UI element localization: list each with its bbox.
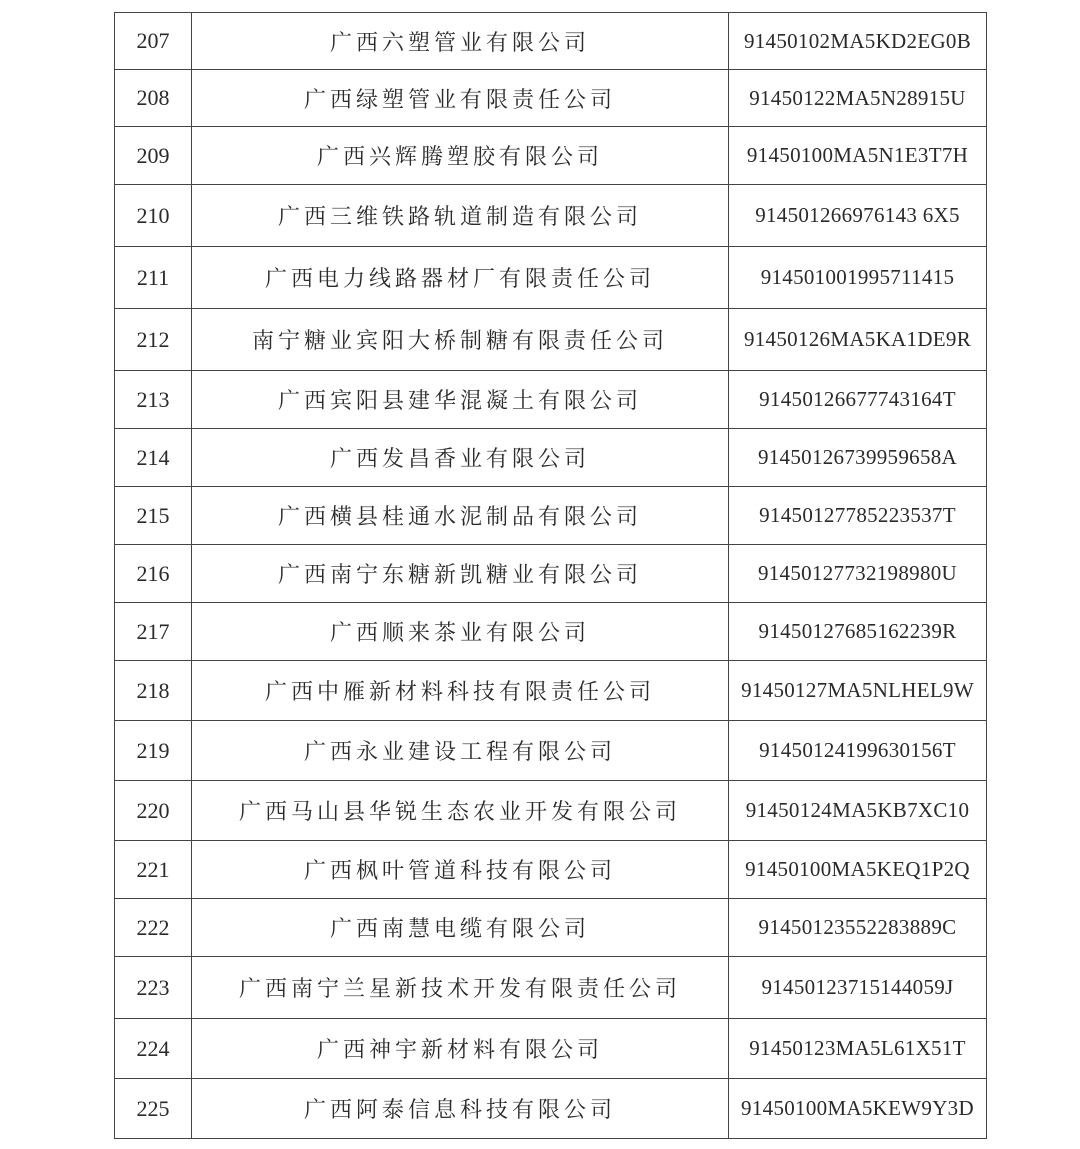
row-number: 217	[115, 603, 192, 661]
company-name: 广西阿泰信息科技有限公司	[192, 1079, 729, 1139]
credit-code: 914501001995711415	[729, 247, 987, 309]
table-row	[115, 1019, 987, 1079]
company-name: 广西横县桂通水泥制品有限公司	[192, 487, 729, 545]
company-name: 广西宾阳县建华混凝土有限公司	[192, 371, 729, 429]
row-number: 212	[115, 309, 192, 371]
table-row	[115, 661, 987, 721]
table-row	[115, 309, 987, 371]
table-row	[115, 841, 987, 899]
company-name: 广西三维铁路轨道制造有限公司	[192, 185, 729, 247]
row-number: 223	[115, 957, 192, 1019]
row-number: 214	[115, 429, 192, 487]
row-number: 219	[115, 721, 192, 781]
table-row	[115, 721, 987, 781]
company-name: 广西绿塑管业有限责任公司	[192, 70, 729, 127]
credit-code: 91450127732198980U	[729, 545, 987, 603]
company-name: 广西马山县华锐生态农业开发有限公司	[192, 781, 729, 841]
company-name: 广西六塑管业有限公司	[192, 13, 729, 70]
credit-code: 91450126MA5KA1DE9R	[729, 309, 987, 371]
row-number: 221	[115, 841, 192, 899]
credit-code: 91450100MA5N1E3T7H	[729, 127, 987, 185]
company-name: 广西电力线路器材厂有限责任公司	[192, 247, 729, 309]
table-row	[115, 781, 987, 841]
table-body	[115, 13, 987, 1139]
table-row	[115, 70, 987, 127]
row-number: 224	[115, 1019, 192, 1079]
row-number: 210	[115, 185, 192, 247]
row-number: 209	[115, 127, 192, 185]
row-number: 218	[115, 661, 192, 721]
table-row	[115, 1079, 987, 1139]
row-number: 225	[115, 1079, 192, 1139]
company-name: 广西南慧电缆有限公司	[192, 899, 729, 957]
table-row	[115, 603, 987, 661]
credit-code: 91450127MA5NLHEL9W	[729, 661, 987, 721]
credit-code: 91450124199630156T	[729, 721, 987, 781]
row-number: 222	[115, 899, 192, 957]
table-row	[115, 13, 987, 70]
row-number: 216	[115, 545, 192, 603]
credit-code: 91450100MA5KEQ1P2Q	[729, 841, 987, 899]
company-name: 广西兴辉腾塑胶有限公司	[192, 127, 729, 185]
credit-code: 91450124MA5KB7XC10	[729, 781, 987, 841]
company-list-table	[114, 12, 987, 1139]
company-name: 广西发昌香业有限公司	[192, 429, 729, 487]
row-number: 213	[115, 371, 192, 429]
credit-code: 91450102MA5KD2EG0B	[729, 13, 987, 70]
table-row	[115, 127, 987, 185]
company-name: 广西神宇新材料有限公司	[192, 1019, 729, 1079]
company-list-table-container	[114, 12, 986, 1139]
table-row	[115, 429, 987, 487]
row-number: 215	[115, 487, 192, 545]
table-row	[115, 371, 987, 429]
row-number: 208	[115, 70, 192, 127]
table-row	[115, 487, 987, 545]
company-name: 广西永业建设工程有限公司	[192, 721, 729, 781]
company-name: 广西枫叶管道科技有限公司	[192, 841, 729, 899]
table-row	[115, 247, 987, 309]
company-name: 南宁糖业宾阳大桥制糖有限责任公司	[192, 309, 729, 371]
table-row	[115, 899, 987, 957]
credit-code: 91450100MA5KEW9Y3D	[729, 1079, 987, 1139]
table-row	[115, 185, 987, 247]
company-name: 广西顺来茶业有限公司	[192, 603, 729, 661]
company-name: 广西南宁兰星新技术开发有限责任公司	[192, 957, 729, 1019]
row-number: 220	[115, 781, 192, 841]
table-row	[115, 957, 987, 1019]
credit-code: 91450127785223537T	[729, 487, 987, 545]
row-number: 207	[115, 13, 192, 70]
credit-code: 91450126677743164T	[729, 371, 987, 429]
credit-code: 91450122MA5N28915U	[729, 70, 987, 127]
credit-code: 91450123715144059J	[729, 957, 987, 1019]
company-name: 广西中雁新材料科技有限责任公司	[192, 661, 729, 721]
row-number: 211	[115, 247, 192, 309]
company-name: 广西南宁东糖新凯糖业有限公司	[192, 545, 729, 603]
credit-code: 914501266976143 6X5	[729, 185, 987, 247]
credit-code: 91450127685162239R	[729, 603, 987, 661]
credit-code: 91450123MA5L61X51T	[729, 1019, 987, 1079]
credit-code: 91450126739959658A	[729, 429, 987, 487]
table-row	[115, 545, 987, 603]
credit-code: 91450123552283889C	[729, 899, 987, 957]
